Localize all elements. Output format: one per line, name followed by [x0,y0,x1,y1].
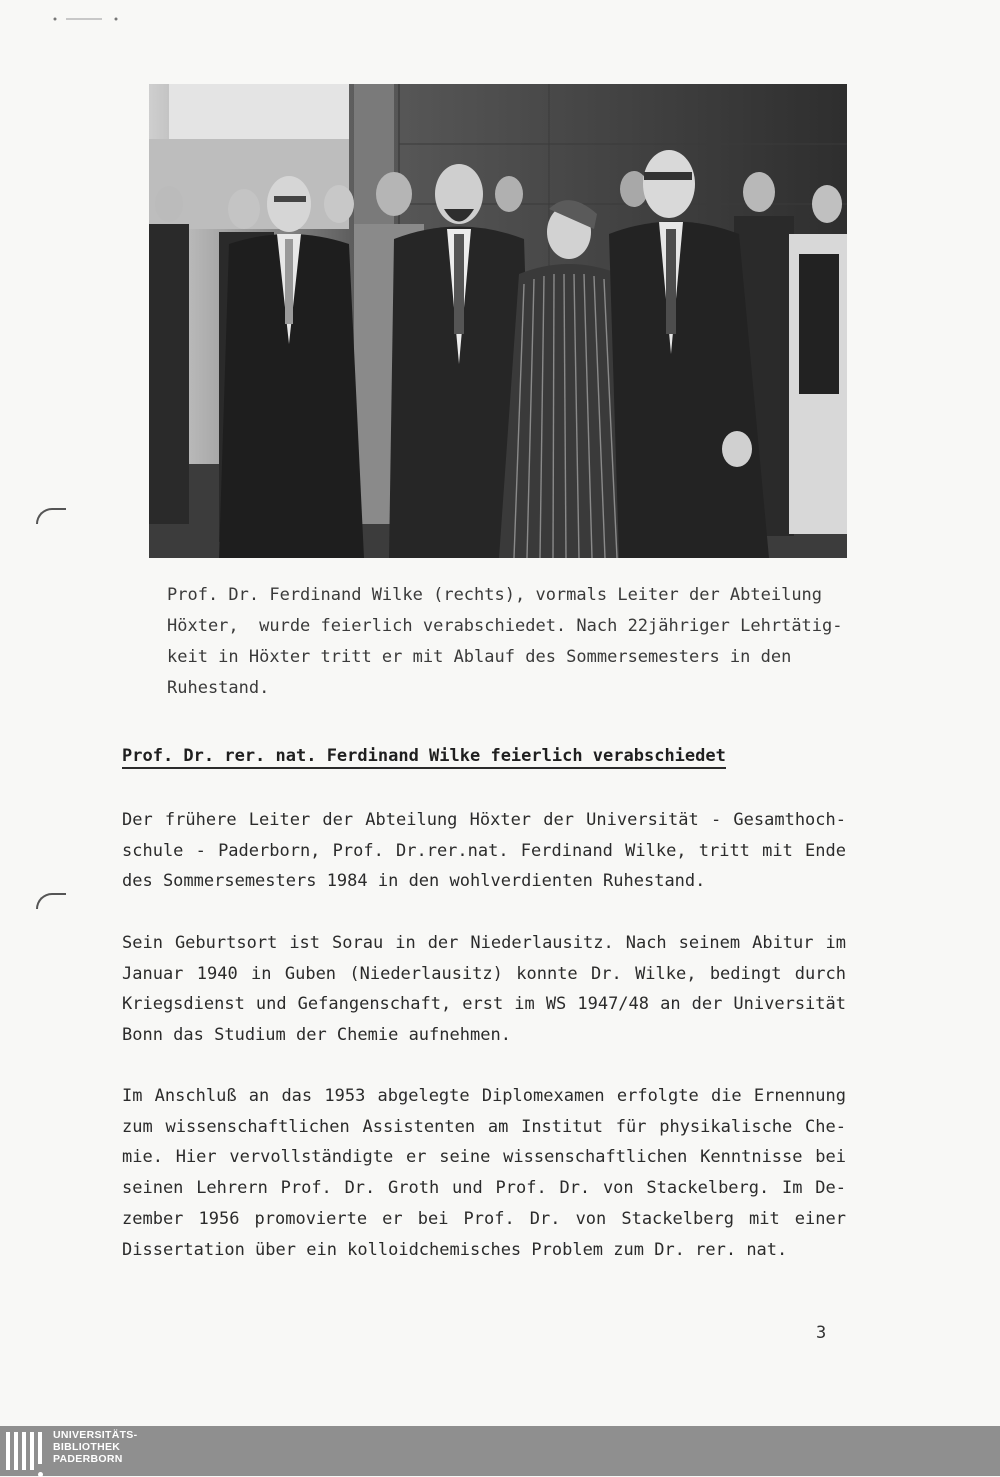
text-line: zum wissenschaftlichen Assistenten am Institut für physikalische Che- [122,1116,846,1137]
paragraph-retirement [122,805,846,897]
text-line: Der frühere Leiter der Abteilung Höxter der Universität - Gesamthoch- [122,810,846,830]
text-line: Kriegsdienst und Gefangenschaft, erst im WS 1947/48 an der Universität [122,994,846,1015]
text-line: des Sommersemesters 1984 in den wohlverdienten Ruhestand. [122,871,706,892]
page-number: 3 [816,1323,827,1343]
text-line: zember 1956 promovierte er bei Prof. Dr. von Stackelberg mit einer [122,1208,846,1229]
text-line: Im Anschluß an das 1953 abgelegte Diplomexamen erfolgte die Ernennung [122,1086,846,1106]
photo-caption [167,580,847,704]
caption-line: Ruhestand. [167,678,270,698]
text-line: mie. Hier vervollständigte er seine wissenschaftlichen Kenntnisse bei [122,1147,846,1168]
caption-line: keit in Höxter tritt er mit Ablauf des Sommersemesters in den [167,647,792,667]
paragraph-career [122,1081,846,1265]
library-logo-icon [6,1432,46,1476]
scan-artifact [52,16,122,22]
caption-line: Höxter, wurde feierlich verabschiedet. Nach 22jähriger Lehrtätig- [167,616,843,636]
library-logo-text [53,1429,137,1465]
punch-hole-mark [36,893,66,909]
group-photo [149,84,847,558]
logo-line: BIBLIOTHEK [53,1441,121,1453]
logo-line: PADERBORN [53,1453,123,1465]
text-line: seinen Lehrern Prof. Dr. Groth und Prof. Dr. von Stackelberg. Im De- [122,1178,846,1199]
library-footer [0,1426,1000,1476]
punch-hole-mark [36,508,66,524]
text-line: schule - Paderborn, Prof. Dr.rer.nat. Ferdinand Wilke, tritt mit Ende [122,840,846,861]
text-line: Dissertation über ein kolloidchemisches Problem zum Dr. rer. nat. [122,1239,788,1260]
article-heading: Prof. Dr. rer. nat. Ferdinand Wilke feierlich verabschiedet [122,746,726,769]
text-line: Bonn das Studium der Chemie aufnehmen. [122,1025,511,1046]
logo-line: UNIVERSITÄTS- [53,1429,138,1441]
text-line: Sein Geburtsort ist Sorau in der Niederlausitz. Nach seinem Abitur im [122,933,846,953]
group-photo-illustration [149,84,847,558]
caption-line: Prof. Dr. Ferdinand Wilke (rechts), vormals Leiter der Abteilung [167,585,823,605]
paragraph-biography [122,928,846,1051]
text-line: Januar 1940 in Guben (Niederlausitz) konnte Dr. Wilke, bedingt durch [122,963,846,984]
